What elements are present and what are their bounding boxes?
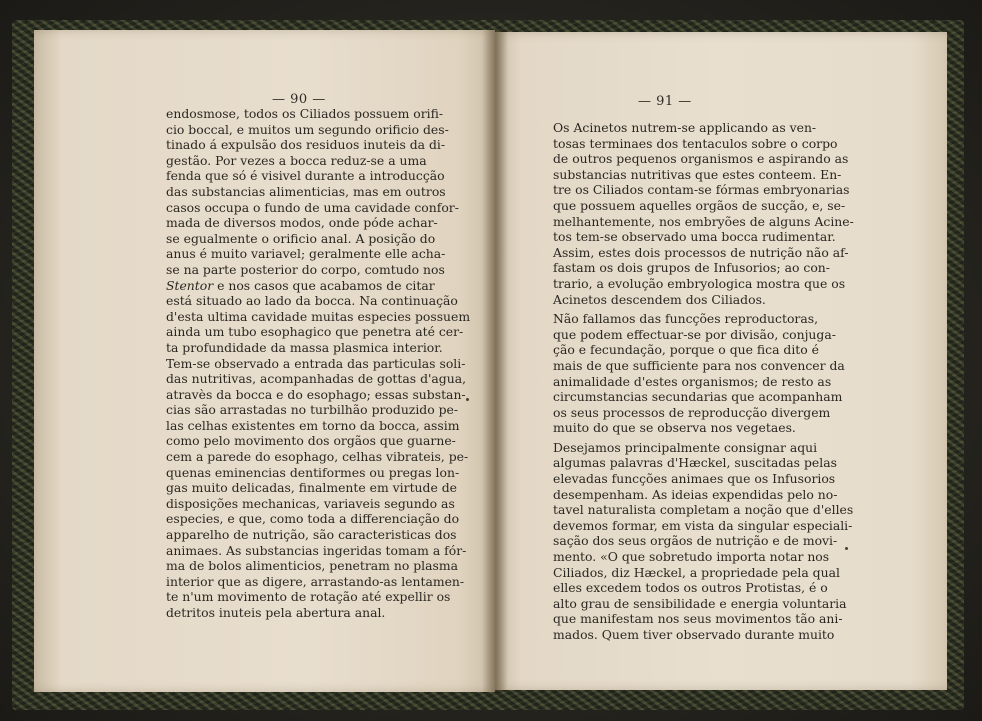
text-line: tre os Ciliados contam-se fórmas embryonarias [553, 182, 850, 198]
left-page [34, 30, 495, 692]
text-line: Acinetos descendem dos Ciliados. [553, 291, 766, 307]
text-line: disposições mechanicas, variaveis segundo as [166, 495, 455, 511]
text-line: mais de que sufficiente para nos convencer da [553, 357, 845, 373]
paragraph [553, 439, 854, 643]
text-line: ainda um tubo esophagico que penetra até cer- [166, 324, 464, 340]
text-line: algumas palavras d'Hæckel, suscitadas pelas [553, 455, 837, 471]
paragraph [553, 120, 854, 307]
text-line: quenas eminencias dentiformes ou pregas lon- [166, 464, 460, 480]
paper-speck [466, 398, 469, 401]
text-line: os seus processos de reproducção divergem [553, 404, 831, 420]
right-page [495, 32, 947, 690]
text-line: animaes. As substancias ingeridas tomam a fór- [166, 542, 467, 558]
text-line: se egualmente o orificio anal. A posição do [166, 230, 436, 246]
text-line: cias são arrastadas no turbilhão produzido pe- [166, 402, 459, 418]
text-line: endosmose, todos os Ciliados possuem orifi- [166, 106, 444, 121]
text-line: devemos formar, em vista da singular especiali- [553, 517, 853, 533]
text-line: gas muito delicadas, finalmente em virtude de [166, 480, 457, 496]
text-line: tinado á expulsão dos residuos inuteis da di- [166, 137, 446, 153]
text-line: melhantemente, nos embryões de alguns Acine- [553, 213, 854, 229]
paragraph [553, 311, 845, 436]
text-line: Tem-se observado a entrada das particulas soli- [166, 355, 466, 371]
left-page-text [166, 106, 471, 621]
text-line: especies, e que, como toda a differenciação do [166, 511, 460, 527]
right-page-text [553, 120, 854, 643]
text-line: fenda que só é visivel durante a introducção [166, 168, 445, 184]
text-line: animalidade d'estes organismos; de resto as [553, 373, 832, 389]
text-line: cem a parede do esophago, celhas vibrateis, pe- [166, 449, 469, 465]
text-line: mada de diversos modos, onde póde achar- [166, 215, 438, 231]
text-line: detritos inuteis pela abertura anal. [166, 605, 386, 620]
text-line: Desejamos principalmente consignar aqui [553, 439, 818, 455]
text-line: mados. Quem tiver observado durante muito [553, 627, 835, 642]
text-line: elles excedem todos os outros Protistas, é o [553, 580, 828, 596]
text-line: casos occupa o fundo de uma cavidade confor- [166, 199, 459, 215]
text-line: que podem effectuar-se por divisão, conjuga- [553, 326, 836, 342]
text-line: ma de bolos alimenticios, penetram no plasma [166, 558, 459, 574]
text-line: te n'um movimento de rotação até expellir os [166, 589, 451, 605]
text-line: tos tem-se observado uma bocca rudimentar. [553, 229, 836, 245]
text-line: cio boccal, e muitos um segundo orificio des- [166, 121, 449, 137]
text-line: Stentor e nos casos que acabamos de citar [166, 277, 435, 293]
text-line: apparelho de nutrição, são caracteristicas dos [166, 527, 457, 543]
text-line: ção e fecundação, porque o que fica dito é [553, 342, 820, 358]
text-line: está situado ao lado da bocca. Na continuação [166, 293, 458, 309]
page-number-left: — 90 — [272, 92, 326, 107]
paper-speck [845, 547, 848, 550]
text-line: de outros pequenos organismos e aspirando as [553, 151, 849, 167]
text-line: anus é muito variavel; geralmente elle acha- [166, 246, 446, 262]
text-line: das substancias alimenticias, mas em outros [166, 183, 446, 199]
text-line: Os Acinetos nutrem-se applicando as ven- [553, 120, 817, 135]
text-line: desempenham. As ideias expendidas pelo no- [553, 486, 838, 502]
text-line: alto grau de sensibilidade e energia voluntaria [553, 595, 847, 611]
text-line: mento. «O que sobretudo importa notar nos [553, 549, 830, 565]
text-line: se na parte posterior do corpo, comtudo nos [166, 261, 445, 277]
text-line: atravès da bocca e do esophago; essas substan- [166, 386, 466, 402]
text-line: muito do que se observa nos vegetaes. [553, 420, 796, 436]
page-number-right: — 91 — [638, 94, 692, 109]
text-line: tosas terminaes dos tentaculos sobre o corpo [553, 135, 838, 151]
text-line: das nutritivas, acompanhadas de gottas d'agua, [166, 371, 467, 387]
text-line: substancias nutritivas que estes conteem. En- [553, 166, 842, 182]
text-line: fastam os dois grupos de Infusorios; ao con- [553, 260, 830, 276]
text-line: como pelo movimento dos orgãos que guarne- [166, 433, 456, 449]
text-line: Assim, estes dois processos de nutrição não af- [553, 244, 849, 260]
text-line: interior que as digere, arrastando-as lentamen- [166, 573, 465, 589]
text-line: Não fallamos das funcções reproductoras, [553, 311, 819, 327]
text-line: que possuem aquelles orgãos de sucção, e, se- [553, 197, 846, 213]
text-line: circumstancias secundarias que acompanham [553, 389, 843, 405]
text-line: las celhas existentes em torno da bocca, assim [166, 417, 460, 433]
text-line: Ciliados, diz Hæckel, a propriedade pela qual [553, 564, 840, 580]
text-line: ta profundidade da massa plasmica interior. [166, 339, 443, 355]
text-line: elevadas funcções animaes que os Infusorios [553, 471, 836, 487]
text-line: que manifestam nos seus movimentos tão ani- [553, 611, 843, 627]
text-line: gestão. Por vezes a bocca reduz-se a uma [166, 152, 427, 168]
text-line: d'esta ultima cavidade muitas especies possuem [166, 308, 471, 324]
text-line: tavel naturalista completam a noção que d'elles [553, 502, 854, 518]
text-line: trario, a evolução embryologica mostra que os [553, 275, 846, 291]
text-line: sação dos seus orgãos de nutrição e de movi- [553, 533, 838, 549]
